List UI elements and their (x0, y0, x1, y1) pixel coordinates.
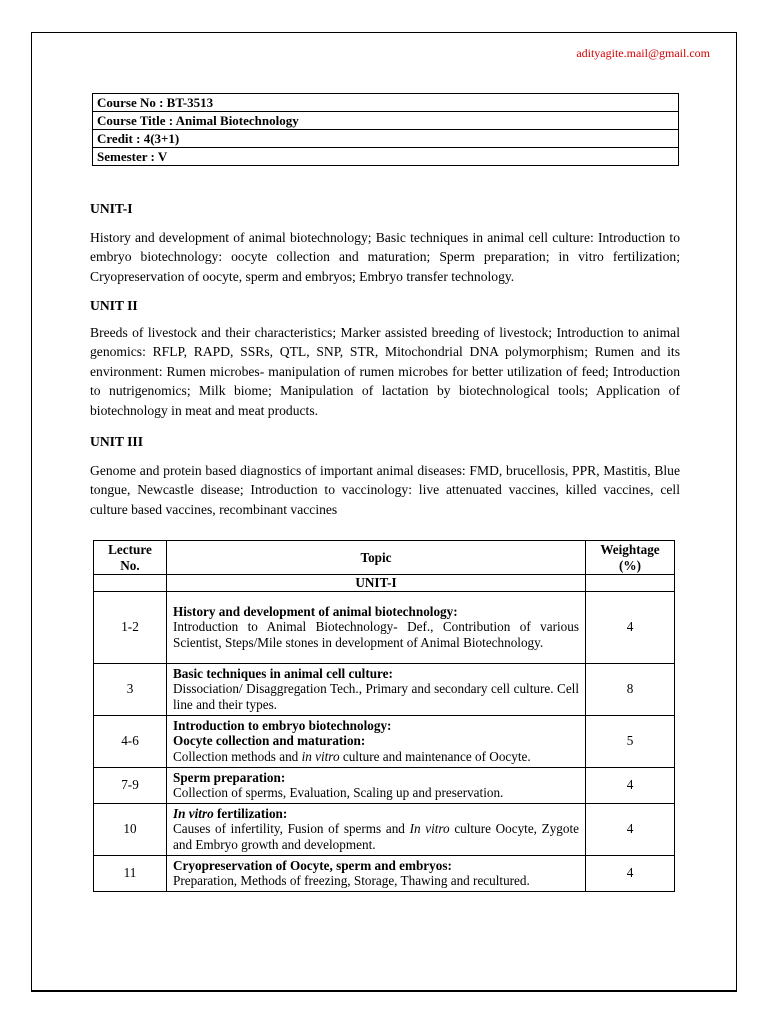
unit-3-text: Genome and protein based diagnostics of important animal diseases: FMD, brucellosis, PPR, Mastitis, Blue tongue, Newcastle disease; Introduction to vaccinology: live attenuated vaccines, killed vaccines, cell culture based vaccines, recombinant vaccines (90, 462, 680, 517)
course-info-row (93, 94, 679, 112)
header-weightage: Weightage (%) (586, 541, 675, 575)
topic-title (173, 806, 287, 821)
lecture-weightage: 5 (586, 715, 675, 767)
unit-1-text: History and development of animal biotechnology; Basic techniques in animal cell culture: Introduction to embryo biotechnology: oocyte collection and maturation; Sperm preparation; in vitro fertilization; Cryopreservation of oocyte, sperm and embryos; Embryo transfer technology. (90, 229, 680, 284)
unit-3-section (90, 432, 680, 519)
lecture-row (94, 591, 675, 663)
topic-title: Introduction to embryo biotechnology: (173, 717, 392, 733)
topic-description: Collection of sperms, Evaluation, Scaling up and preservation. (173, 785, 504, 800)
course-info-row (93, 148, 679, 166)
description-italic: In vitro (409, 821, 450, 837)
topic-description: Introduction to Animal Biotechnology- Def., Contribution of various Scientist, Steps/Mile stones in development of Animal Biotechnology. (173, 619, 579, 650)
lecture-number: 4-6 (94, 715, 167, 767)
lecture-topic (167, 855, 586, 891)
topic-title: Sperm preparation: (173, 769, 286, 785)
lecture-row (94, 715, 675, 767)
lecture-weightage: 4 (586, 591, 675, 663)
description-part: Collection methods and (173, 748, 302, 764)
topic-description (173, 821, 579, 852)
header-lecture-no: Lecture No. (94, 541, 167, 575)
topic-description: Dissociation/ Disaggregation Tech., Primary and secondary cell culture. Cell line and their types. (173, 681, 579, 712)
unit-1-heading: UNIT-I (90, 201, 133, 216)
unit-2-section (90, 296, 680, 420)
lecture-topic (167, 663, 586, 715)
lecture-weightage: 4 (586, 855, 675, 891)
course-credit: Credit : 4(3+1) (93, 130, 679, 148)
lecture-weightage: 8 (586, 663, 675, 715)
unit-1-section (90, 199, 680, 286)
lecture-weightage: 4 (586, 767, 675, 803)
course-info-row (93, 112, 679, 130)
title-part: fertilization: (213, 805, 288, 821)
topic-title: Cryopreservation of Oocyte, sperm and embryos: (173, 857, 452, 873)
unit-label: UNIT-I (167, 575, 586, 592)
lecture-row (94, 663, 675, 715)
unit-label-row (94, 575, 675, 592)
lecture-row (94, 767, 675, 803)
lecture-schedule-table (93, 540, 675, 892)
lecture-topic (167, 803, 586, 855)
description-part: Causes of infertility, Fusion of sperms and (173, 821, 410, 837)
lecture-table-header (94, 541, 675, 575)
topic-subtitle: Oocyte collection and maturation: (173, 733, 366, 749)
topic-title: Basic techniques in animal cell culture: (173, 665, 393, 681)
course-info-row (93, 130, 679, 148)
unit-label-empty-cell (94, 575, 167, 592)
unit-label-empty-cell (586, 575, 675, 592)
lecture-weightage: 4 (586, 803, 675, 855)
lecture-row (94, 855, 675, 891)
unit-3-heading: UNIT III (90, 434, 144, 449)
lecture-topic (167, 591, 586, 663)
lecture-topic (167, 715, 586, 767)
author-email: adityagite.mail@gmail.com (576, 46, 710, 60)
topic-description (173, 749, 531, 764)
topic-title: History and development of animal biotechnology: (173, 603, 458, 619)
unit-2-text: Breeds of livestock and their characteristics; Marker assisted breeding of livestock; Introduction to animal genomics: RFLP, RAPD, SSRs, QTL, SNP, STR, Mitochondrial DNA polymorphism; Rumen and its environment: Rumen microbes- manipulation of rumen microbes for better utilization of feed; Introduction to nutrigenomics; Milk biome; Manipulation of lactation by biotechnological tools; Application of biotechnology in meat and meat products. (90, 324, 680, 418)
course-title: Course Title : Animal Biotechnology (93, 112, 679, 130)
lecture-number: 7-9 (94, 767, 167, 803)
course-info-table (92, 93, 679, 166)
lecture-topic (167, 767, 586, 803)
description-italic: in vitro (301, 748, 340, 764)
lecture-number: 11 (94, 855, 167, 891)
course-number: Course No : BT-3513 (93, 94, 679, 112)
description-part: culture and maintenance of Oocyte. (339, 748, 531, 764)
title-italic: In vitro (173, 805, 214, 821)
topic-description: Preparation, Methods of freezing, Storage, Thawing and recultured. (173, 873, 530, 888)
course-semester: Semester : V (93, 148, 679, 166)
header-topic: Topic (167, 541, 586, 575)
lecture-number: 3 (94, 663, 167, 715)
lecture-number: 1-2 (94, 591, 167, 663)
unit-2-heading: UNIT II (90, 298, 138, 313)
lecture-row (94, 803, 675, 855)
description-part: culture Oocyte, Zygote and Embryo growth and development. (173, 821, 580, 852)
lecture-number: 10 (94, 803, 167, 855)
